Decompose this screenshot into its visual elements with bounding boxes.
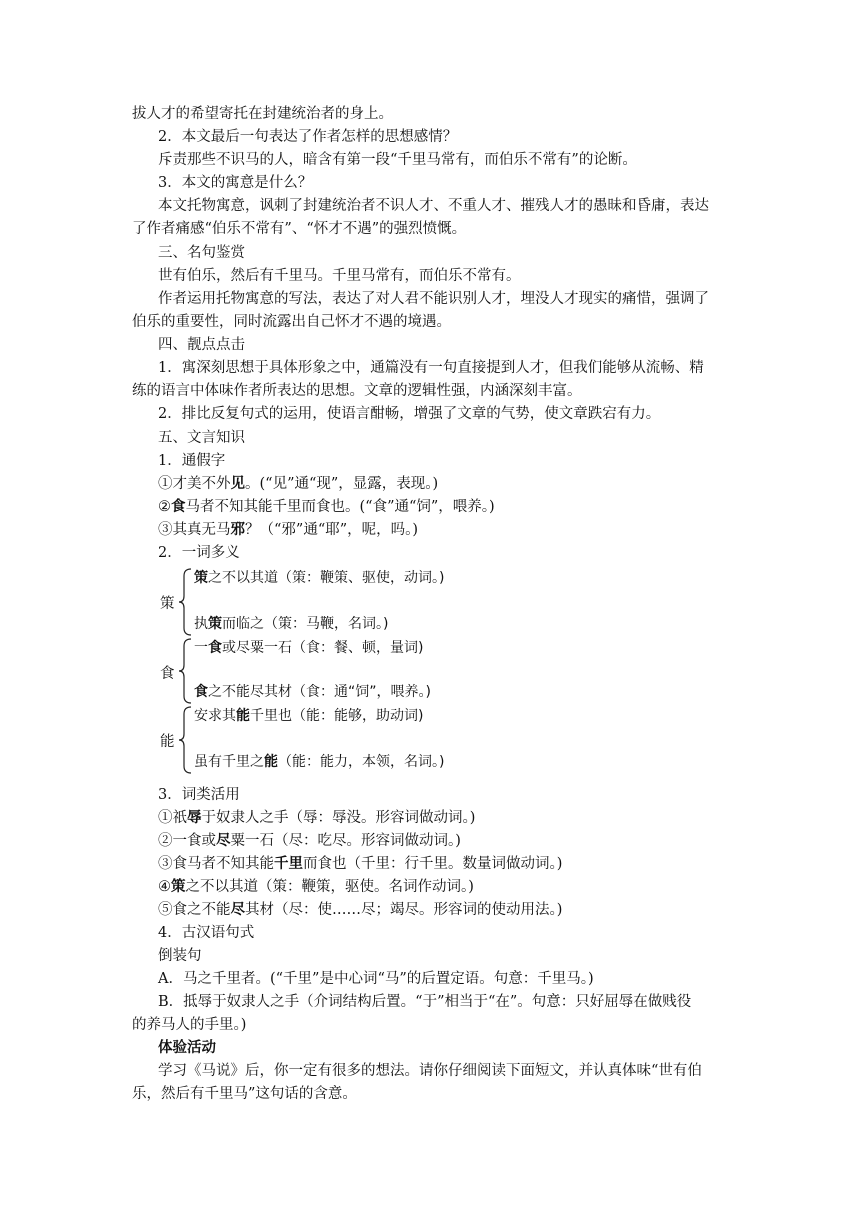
section-heading-4: 四、靓点点击 [158, 337, 245, 353]
answer-3-line-2: 了作者痛感“伯乐不常有”、“怀才不遇”的强烈愤慨。 [132, 221, 467, 237]
subheading-tongjiazi: 1．通假字 [158, 453, 226, 469]
tongjiazi-item-1: ①才美不外见。(“见”通“现”，显露，表现。) [158, 475, 439, 492]
polysemy-item: 执策而临之（策：马鞭，名词。) [194, 616, 389, 632]
section-heading-experience: 体验活动 [158, 1040, 216, 1056]
polysemy-item: 安求其能千里也（能：能够，助动词) [194, 708, 424, 724]
section-heading-3: 三、名句鉴赏 [158, 245, 245, 261]
pos-item-3: ③食马者不知其能千里而食也（千里：行千里。数量词做动词。) [158, 855, 563, 872]
pos-item-5: ⑤食之不能尽其材（尽：使……尽；竭尽。形容词的使动用法。) [158, 901, 563, 918]
pos-item-4: ④策之不以其道（策：鞭策，驱使。名词作动词。) [158, 878, 474, 895]
experience-text-line-2: 乐，然后有千里马”这句话的含意。 [132, 1086, 357, 1102]
tongjiazi-item-2: ②食马者不知其能千里而食也。(“食”通“饲”，喂养。) [158, 498, 495, 515]
brace-icon [178, 638, 192, 704]
quote-analysis-line-2: 伯乐的重要性，同时流露出自己怀才不遇的境遇。 [132, 314, 451, 330]
pos-item-2: ②一食或尽粟一石（尽：吃尽。形容词做动词。) [158, 832, 461, 849]
experience-text-line-1: 学习《马说》后，你一定有很多的想法。请你仔细阅读下面短文，并认真体味“世有伯 [158, 1063, 702, 1079]
inversion-item-b-line-1: B．抵辱于奴隶人之手（介词结构后置。“于”相当于“在”。句意：只好屈辱在做贱役 [158, 994, 692, 1010]
polysemy-diagram [158, 566, 498, 778]
answer-3-line-1: 本文托物寓意，讽刺了封建统治者不识人才、不重人才、摧残人才的愚昧和昏庸，表达 [158, 198, 709, 214]
section-heading-5: 五、文言知识 [158, 430, 245, 446]
inversion-item-a: A．马之千里者。(“千里”是中心词“马”的后置定语。句意：千里马。) [158, 971, 594, 987]
brace-icon [178, 568, 192, 636]
text-line: 拔人才的希望寄托在封建统治者的身上。 [132, 106, 393, 122]
subheading-sentence-patterns: 4．古汉语句式 [158, 925, 255, 941]
subheading-polysemy: 2．一词多义 [158, 545, 240, 561]
answer-2: 斥责那些不识马的人，暗含有第一段“千里马常有，而伯乐不常有”的论断。 [158, 152, 637, 168]
polysemy-word: 食 [160, 666, 175, 682]
famous-quote: 世有伯乐，然后有千里马。千里马常有，而伯乐不常有。 [158, 268, 521, 284]
question-2: 2．本文最后一句表达了作者怎样的思想感情？ [158, 129, 458, 145]
quote-analysis-line-1: 作者运用托物寓意的写法，表达了对人君不能识别人才，埋没人才现实的痛惜，强调了 [158, 291, 709, 307]
polysemy-word: 策 [160, 596, 175, 612]
pos-item-1: ①祇辱于奴隶人之手（辱：辱没。形容词做动词。) [158, 809, 476, 826]
question-3: 3．本文的寓意是什么？ [158, 175, 313, 191]
polysemy-word: 能 [160, 734, 175, 750]
inversion-item-b-line-2: 的养马人的手里。) [132, 1017, 247, 1033]
polysemy-item: 一食或尽粟一石（食：餐、顿，量词) [194, 640, 424, 656]
highlight-1-line-1: 1．寓深刻思想于具体形象之中，通篇没有一句直接提到人才，但我们能够从流畅、精 [158, 360, 704, 376]
highlight-1-line-2: 练的语言中体味作者所表达的思想。文章的逻辑性强，内涵深刻丰富。 [132, 383, 582, 399]
subheading-part-of-speech: 3．词类活用 [158, 787, 240, 803]
polysemy-item: 策之不以其道（策：鞭策、驱使，动词。) [194, 570, 445, 586]
brace-icon [178, 706, 192, 774]
polysemy-item: 食之不能尽其材（食：通“饲”，喂养。) [194, 684, 431, 700]
inversion-label: 倒装句 [158, 948, 202, 964]
tongjiazi-item-3: ③其真无马邪？（“邪”通“耶”，呢，吗。) [158, 521, 419, 538]
highlight-2: 2．排比反复句式的运用，使语言酣畅，增强了文章的气势，使文章跌宕有力。 [158, 406, 661, 422]
polysemy-item: 虽有千里之能（能：能力，本领，名词。) [194, 754, 445, 770]
